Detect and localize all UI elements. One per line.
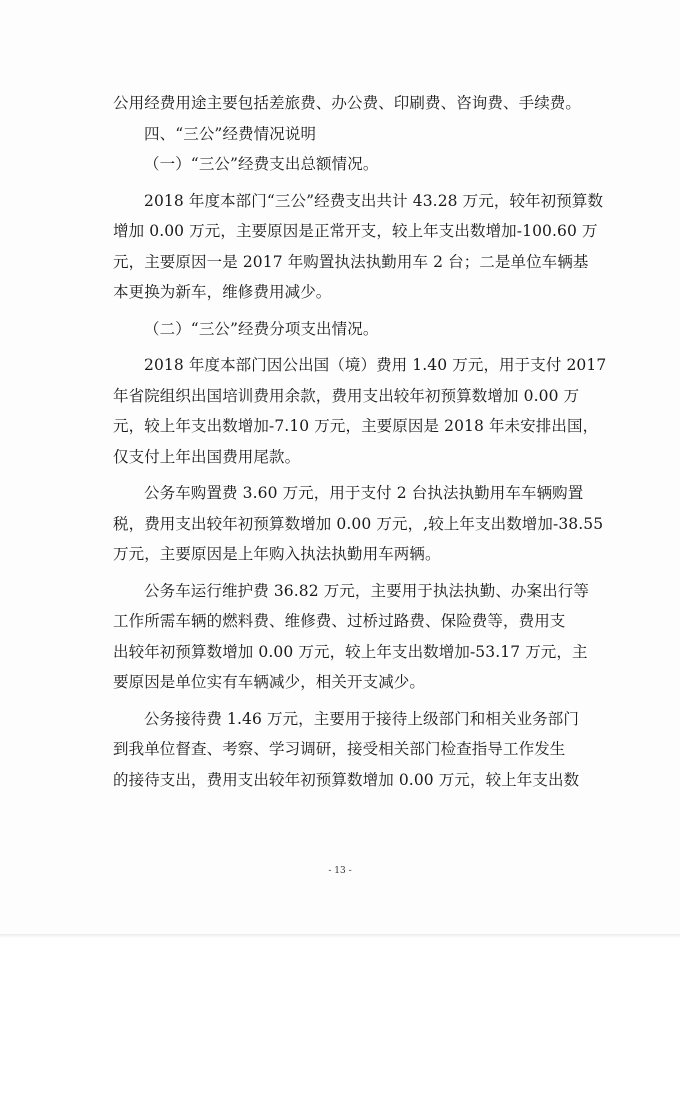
body-line-12: 仅支付上年出国费用尾款。	[113, 447, 301, 466]
section-heading-4: 四、“三公”经费情况说明	[144, 124, 317, 143]
body-line-5: 增加 0.00 万元，主要原因是正常开支，较上年支出数增加-100.60 万	[113, 222, 598, 240]
body-line-9: 2018 年度本部门因公出国（境）费用 1.40 万元，用于支付 2017	[144, 356, 607, 374]
body-line-4: 2018 年度本部门“三公”经费支出共计 43.28 万元，较年初预算数	[144, 191, 604, 210]
body-line-14: 税，费用支出较年初预算数增加 0.00 万元，,较上年支出数增加-38.55	[113, 514, 604, 533]
body-line-21: 到我单位督查、考察、学习调研，接受相关部门检查指导工作发生	[113, 740, 566, 758]
body-line-16: 公务车运行维护费 36.82 万元，主要用于执法执勤、办案出行等	[144, 581, 589, 600]
body-line-19: 要原因是单位实有车辆减少，相关开支减少。	[113, 673, 426, 691]
body-line-22: 的接待支出，费用支出较年初预算数增加 0.00 万元，较上年支出数	[113, 770, 580, 789]
body-line-7: 本更换为新车，维修费用减少。	[113, 283, 332, 301]
document-body	[113, 88, 607, 795]
body-line-11: 元，较上年支出数增加-7.10 万元，主要原因是 2018 年未安排出国，	[113, 417, 599, 435]
body-line-18: 出较年初预算数增加 0.00 万元，较上年支出数增加-53.17 万元，主	[113, 642, 588, 661]
body-line-13: 公务车购置费 3.60 万元，用于支付 2 台执法执勤用车车辆购置	[144, 484, 584, 502]
page-number: - 13 -	[328, 866, 352, 876]
subsection-heading-2: （二）“三公”经费分项支出情况。	[144, 319, 379, 338]
body-line-1: 公用经费用途主要包括差旅费、办公费、印刷费、咨询费、手续费。	[113, 94, 582, 112]
body-line-20: 公务接待费 1.46 万元，主要用于接待上级部门和相关业务部门	[144, 709, 579, 728]
body-line-17: 工作所需车辆的燃料费、维修费、过桥过路费、保险费等，费用支	[113, 612, 566, 630]
body-line-6: 元，主要原因一是 2017 年购置执法执勤用车 2 台；二是单位车辆基	[113, 252, 589, 271]
body-line-15: 万元，主要原因是上年购入执法执勤用车两辆。	[113, 545, 441, 563]
scan-bottom-edge	[0, 934, 680, 938]
body-line-10: 年省院组织出国培训费用余款，费用支出较年初预算数增加 0.00 万	[113, 386, 580, 405]
subsection-heading-1: （一）“三公”经费支出总额情况。	[144, 155, 379, 173]
